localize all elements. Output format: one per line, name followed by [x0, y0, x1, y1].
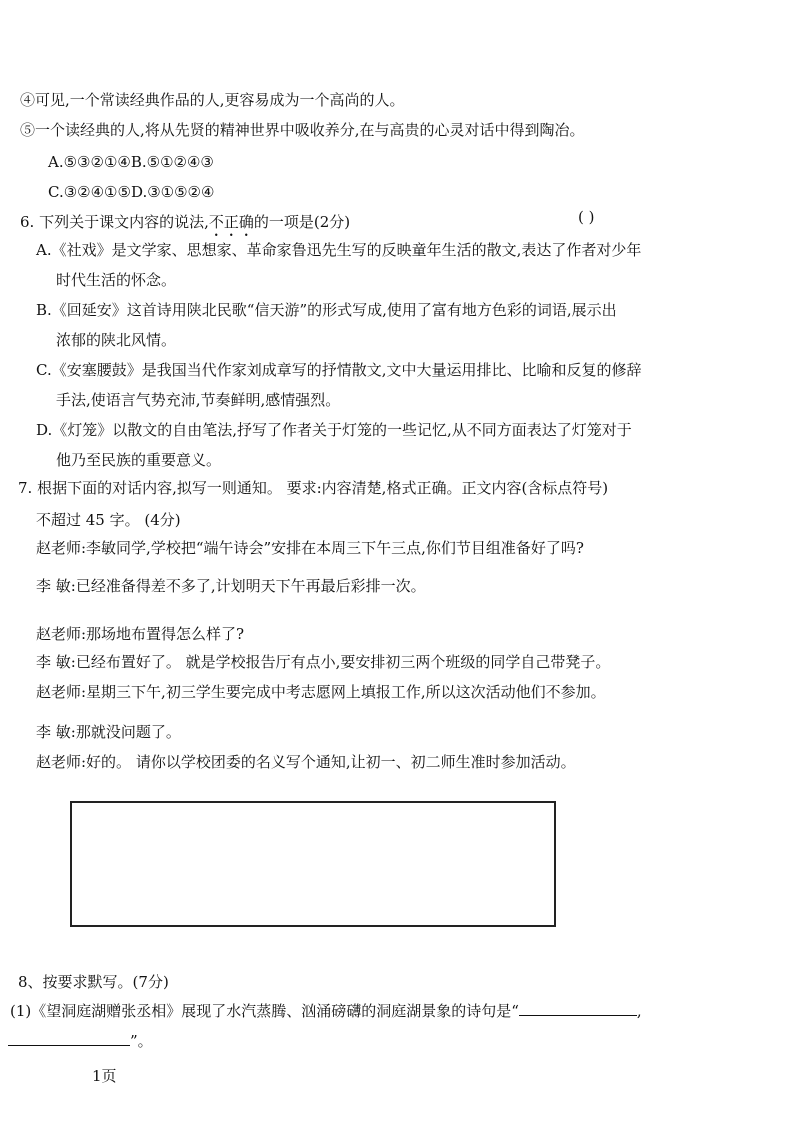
option-5: ⑤一个读经典的人,将从先贤的精神世界中吸收养分,在与高贵的心灵对话中得到陶冶。 — [20, 121, 585, 139]
q8-item-1-cont — [8, 1030, 153, 1051]
q6-option-a-line1: A.《社戏》是文学家、思想家、革命家鲁迅先生写的反映童年生活的散文,表达了作者对少年 — [36, 241, 642, 259]
q8-item-1-text: (1)《望洞庭湖赠张丞相》展现了水汽蒸腾、汹涌磅礴的洞庭湖景象的诗句是“ — [10, 1002, 519, 1020]
q6-stem-pre: 6. 下列关于课文内容的说法, — [20, 213, 209, 231]
dialogue-line-6: 李 敏:那就没问题了。 — [36, 723, 181, 741]
page-number: 1页 — [92, 1067, 117, 1085]
question-7-stem-line2: 不超过 45 字。 (4分) — [36, 511, 181, 529]
fill-blank-2[interactable] — [8, 1030, 130, 1046]
q6-option-d-line2: 他乃至民族的重要意义。 — [56, 451, 222, 469]
dialogue-line-7: 赵老师:好的。 请你以学校团委的名义写个通知,让初一、初二师生准时参加活动。 — [36, 753, 576, 771]
question-6-stem — [20, 212, 350, 240]
dialogue-line-3: 赵老师:那场地布置得怎么样了? — [36, 625, 245, 643]
q6-option-a-line2: 时代生活的怀念。 — [56, 271, 177, 289]
dialogue-line-4: 李 敏:已经布置好了。 就是学校报告厅有点小,要安排初三两个班级的同学自己带凳子。 — [36, 653, 611, 671]
question-8-title: 8、按要求默写。(7分) — [18, 973, 169, 991]
q6-stem-post: 的一项是(2分) — [253, 213, 351, 231]
q8-item-1 — [10, 1000, 642, 1021]
option-4: ④可见,一个常读经典作品的人,更容易成为一个高尚的人。 — [20, 91, 405, 109]
question-7-stem-line1: 7. 根据下面的对话内容,拟写一则通知。 要求:内容清楚,格式正确。正文内容(含标点符号) — [18, 479, 609, 497]
q6-option-b-line1: B.《回延安》这首诗用陕北民歌“信天游”的形式写成,使用了富有地方色彩的词语,展示出 — [36, 301, 617, 319]
q6-option-d-line1: D.《灯笼》以散文的自由笔法,抒写了作者关于灯笼的一些记忆,从不同方面表达了灯笼对于 — [36, 421, 632, 439]
dialogue-line-1: 赵老师:李敏同学,学校把“端午诗会”安排在本周三下午三点,你们节目组准备好了吗? — [36, 539, 584, 557]
q8-item-1-end: ”。 — [130, 1032, 153, 1050]
q6-option-c-line1: C.《安塞腰鼓》是我国当代作家刘成章写的抒情散文,文中大量运用排比、比喻和反复的修辞 — [36, 361, 642, 379]
q6-option-b-line2: 浓郁的陕北风情。 — [56, 331, 177, 349]
choices-cd: C.③②④①⑤D.③①⑤②④ — [48, 183, 215, 201]
fill-blank-1[interactable] — [519, 1000, 637, 1016]
dialogue-line-5: 赵老师:星期三下午,初三学生要完成中考志愿网上填报工作,所以这次活动他们不参加。 — [36, 683, 606, 701]
dialogue-line-2: 李 敏:已经准备得差不多了,计划明天下午再最后彩排一次。 — [36, 577, 426, 595]
q6-answer-paren: ( ) — [578, 208, 595, 226]
q6-option-c-line2: 手法,使语言气势充沛,节奏鲜明,感情强烈。 — [56, 391, 341, 409]
q8-item-1-comma: , — [636, 1002, 642, 1020]
q6-stem-emphasis: 不正确 — [208, 213, 254, 231]
choices-ab: A.⑤③②①④B.⑤①②④③ — [48, 153, 214, 171]
notice-answer-box[interactable] — [70, 801, 556, 927]
